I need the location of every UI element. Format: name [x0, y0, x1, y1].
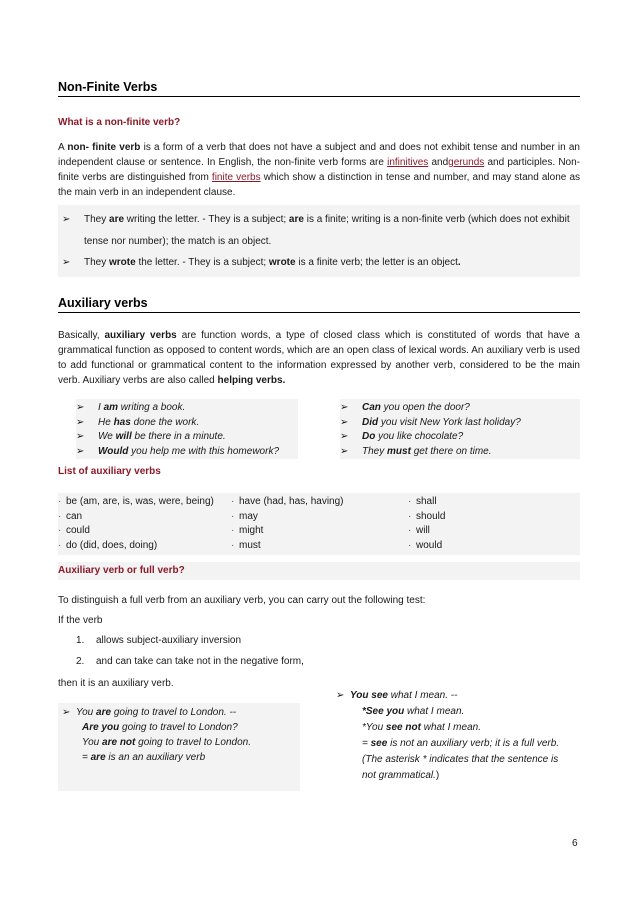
list-dot-icon: ·	[58, 510, 62, 522]
example-right-4: ➢ They must get there on time.	[340, 445, 580, 460]
list-dot-icon: ·	[58, 539, 62, 551]
example-left-1: ➢ I am writing a book.	[76, 401, 298, 416]
subtitle-list-aux: List of auxiliary verbs	[58, 466, 161, 477]
list-dot-icon: ·	[231, 525, 235, 536]
if-the-verb: If the verb	[58, 615, 103, 626]
page-number: 6	[572, 838, 578, 849]
test-steps	[76, 633, 304, 675]
example-right-1: ➢ Can you open the door?	[340, 401, 580, 416]
aux-verb-item: · shall	[408, 495, 445, 510]
right-line-3: *You see not what I mean.	[362, 722, 481, 733]
test-step-2: 2. and can take can take not in the negative form,	[76, 656, 304, 667]
aux-verb-item: · be (am, are, is, was, were, being)	[58, 495, 214, 510]
example-bullet-2: ➢ They wrote the letter. - They is a subject; wrote is a finite verb; the letter is an object.	[62, 257, 461, 268]
aux-verb-list	[58, 493, 580, 555]
arrow-bullet-icon: ➢	[340, 431, 349, 442]
link-finite-verbs[interactable]: finite verbs	[211, 172, 261, 183]
right-line-2: *See you what I mean.	[362, 706, 465, 717]
aux-verb-item: · may	[231, 510, 344, 525]
section-title-auxiliary: Auxiliary verbs	[58, 296, 580, 313]
left-line-2: Are you going to travel to London?	[82, 722, 238, 733]
list-dot-icon: ·	[58, 496, 62, 507]
arrow-bullet-icon: ➢	[62, 214, 71, 225]
arrow-bullet-icon: ➢	[76, 402, 85, 413]
arrow-bullet-icon: ➢	[76, 445, 85, 457]
example-left-3: ➢ We will be there in a minute.	[76, 430, 298, 445]
right-line-4: = see is not an auxiliary verb; it is a full verb.	[362, 738, 560, 749]
list-dot-icon: ·	[231, 510, 235, 522]
aux-verb-item: · must	[231, 539, 344, 554]
left-line-1: ➢ You are going to travel to London. --	[62, 707, 237, 718]
aux-verb-item: · will	[408, 524, 445, 539]
then-aux: then it is an auxiliary verb.	[58, 678, 174, 689]
list-dot-icon: ·	[231, 496, 235, 507]
subtitle-what-is-non-finite: What is a non-finite verb?	[58, 117, 181, 128]
list-dot-icon: ·	[408, 539, 412, 551]
paragraph-non-finite-definition: A non- finite verb is a form of a verb that does not have a subject and and does not exhibit tense and number in an independent clause or sentence. In English, the non-finite verb forms are infinitives andgerunds and participles. Non-finite verbs are distinguished from finite verbs which show a distinction in tense and number, and may stand alone as the main verb in an independent clause.	[58, 142, 581, 198]
examples-right-box	[340, 399, 580, 459]
arrow-bullet-icon: ➢	[340, 402, 349, 413]
link-gerunds[interactable]: gerunds	[448, 157, 485, 168]
arrow-bullet-icon: ➢	[62, 707, 71, 718]
arrow-bullet-icon: ➢	[336, 690, 345, 701]
example-right-2: ➢ Did you visit New York last holiday?	[340, 416, 580, 431]
aux-verb-item: · would	[408, 539, 445, 554]
right-line-1: ➢ You see what I mean. --	[336, 688, 580, 704]
example-left-4: ➢ Would you help me with this homework?	[76, 445, 298, 460]
aux-verb-item: · could	[58, 524, 214, 539]
aux-verb-item: · can	[58, 510, 214, 525]
arrow-bullet-icon: ➢	[76, 416, 85, 428]
list-dot-icon: ·	[58, 525, 62, 536]
list-dot-icon: ·	[408, 510, 412, 522]
examples-left-box	[76, 399, 298, 459]
example-right-3: ➢ Do you like chocolate?	[340, 430, 580, 445]
test-example-right	[336, 688, 580, 784]
list-dot-icon: ·	[408, 525, 412, 536]
paragraph-auxiliary-definition: Basically, auxiliary verbs are function words, a type of closed class which is constituted of words that have a grammatical function as opposed to content words, which are an open class of lexical words. An auxiliary verb is used to add functional or grammatical content to the information expressed by another verb, considered to be the main verb. Auxiliary verbs are also called helping verbs.	[58, 330, 580, 386]
left-line-3: You are not going to travel to London.	[82, 737, 252, 748]
arrow-bullet-icon: ➢	[62, 257, 71, 268]
section-title-non-finite: Non-Finite Verbs	[58, 80, 580, 97]
test-intro: To distinguish a full verb from an auxiliary verb, you can carry out the following test:	[58, 595, 426, 606]
list-dot-icon: ·	[408, 496, 412, 507]
arrow-bullet-icon: ➢	[340, 416, 349, 428]
arrow-bullet-icon: ➢	[76, 431, 85, 442]
arrow-bullet-icon: ➢	[340, 445, 349, 457]
left-line-4: = are is an an auxiliary verb	[82, 752, 206, 763]
right-line-6: not grammatical.)	[362, 770, 440, 781]
test-example-left	[58, 703, 300, 791]
link-infinitives[interactable]: infinitives	[387, 157, 429, 168]
example-bullet-1: ➢ They are writing the letter. - They is a subject; are is a finite; writing is a non-finite verb (which does not exhibit tense nor number); the match is an object.	[58, 205, 580, 253]
example-box-non-finite	[58, 205, 580, 277]
list-dot-icon: ·	[231, 539, 235, 551]
aux-verb-item: · should	[408, 510, 445, 525]
aux-verb-item: · do (did, does, doing)	[58, 539, 214, 554]
right-line-5: (The asterisk * indicates that the sentence is	[362, 754, 559, 765]
test-step-1: 1. allows subject-auxiliary inversion	[76, 635, 242, 646]
subtitle-aux-or-full: Auxiliary verb or full verb?	[58, 565, 185, 576]
aux-verb-item: · might	[231, 524, 344, 539]
example-left-2: ➢ He has done the work.	[76, 416, 298, 431]
aux-verb-item: · have (had, has, having)	[231, 495, 344, 510]
